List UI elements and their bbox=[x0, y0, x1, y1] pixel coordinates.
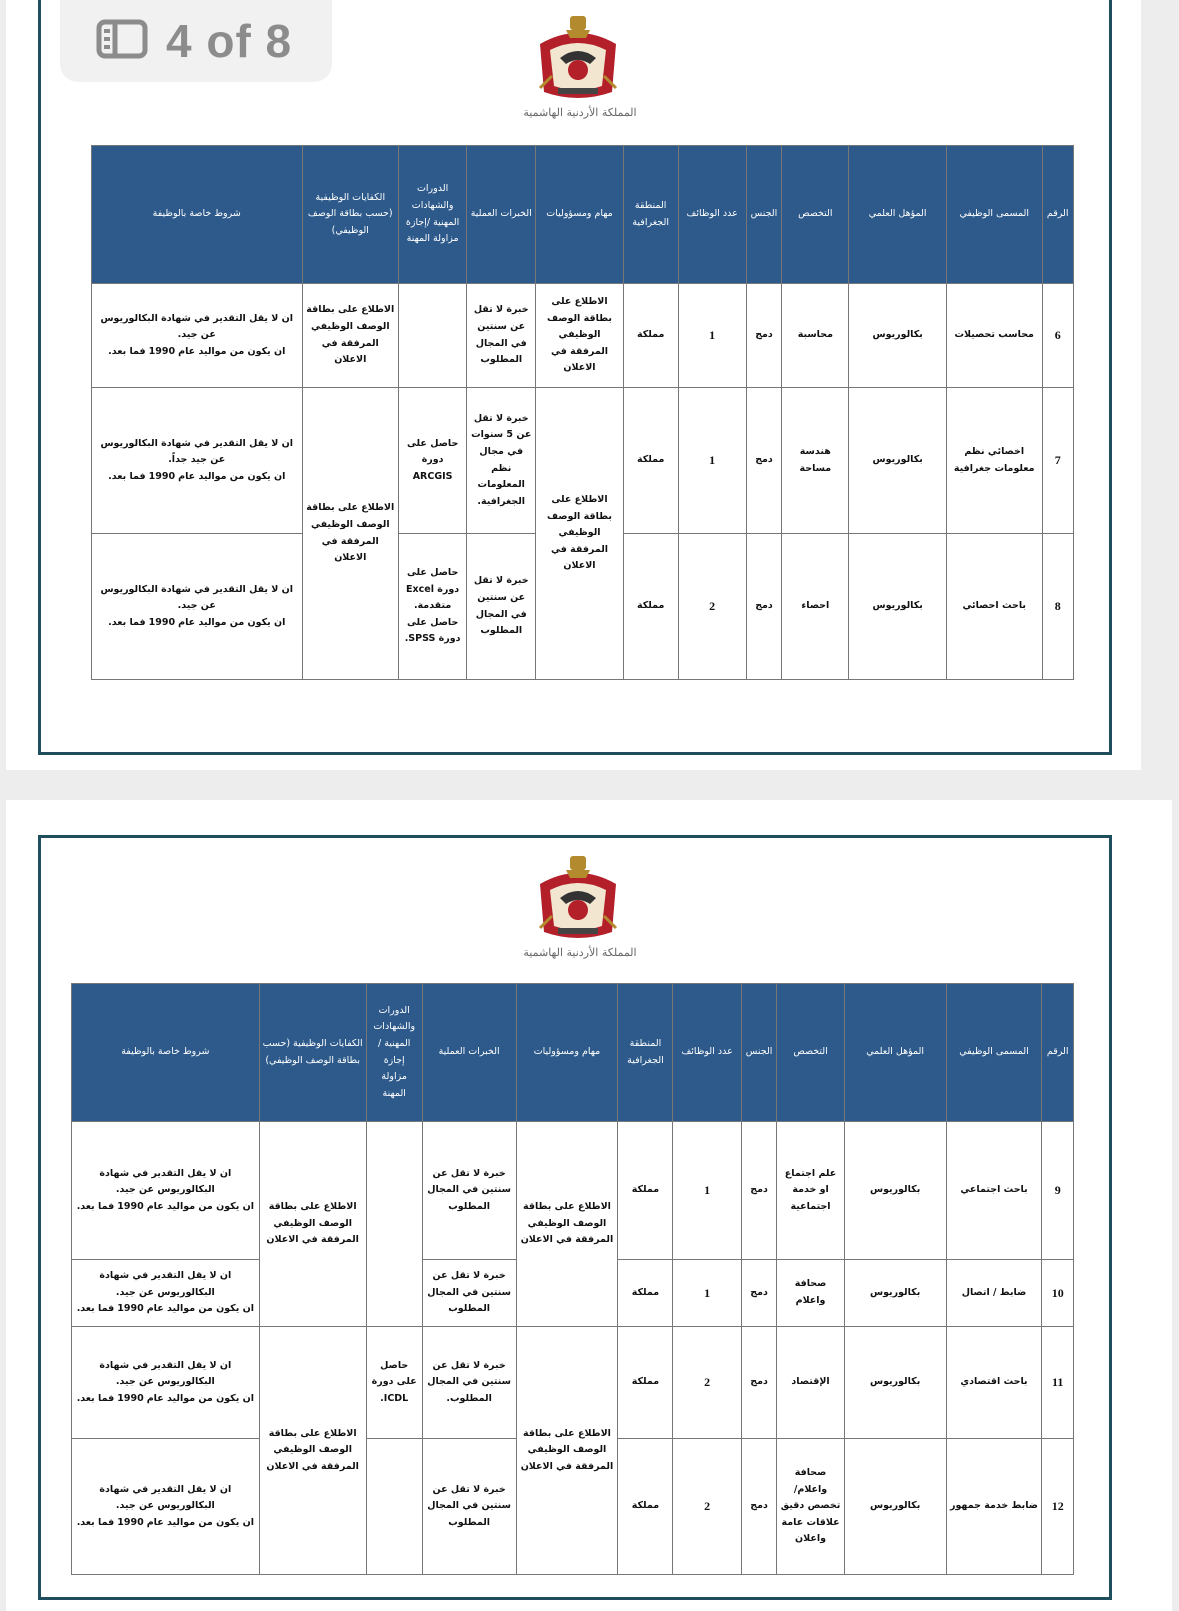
cell-experience: خبرة لا تقل عن سنتين في المجال المطلوب bbox=[467, 534, 536, 680]
cell-conditions: ان لا يقل التقدير في شهادة البكالوريوس عن جيد. ان يكون من مواليد عام 1990 فما بعد. bbox=[92, 534, 303, 680]
kingdom-caption: المملكة الأردنية الهاشمية bbox=[523, 946, 637, 959]
table-row bbox=[92, 284, 1074, 388]
cell-count: 1 bbox=[673, 1260, 741, 1327]
header-competencies: الكفايات الوظيفية (حسب بطاقة الوصف الوظيفي) bbox=[302, 146, 399, 284]
header-duties: مهام ومسؤوليات bbox=[536, 146, 623, 284]
cell-gender: دمج bbox=[741, 1439, 777, 1575]
cell-title: ضابط / اتصال bbox=[946, 1260, 1042, 1327]
cell-count: 2 bbox=[673, 1439, 741, 1575]
header-courses: الدورات والشهادات المهنية /إجازة مزاولة المهنة bbox=[366, 984, 422, 1122]
cell-experience: خبرة لا تقل عن سنتين في المجال المطلوب bbox=[422, 1260, 516, 1327]
cell-no: 11 bbox=[1042, 1327, 1074, 1439]
cell-title: باحث اقتصادي bbox=[946, 1327, 1042, 1439]
cell-competencies: الاطلاع على بطاقة الوصف الوظيفي المرفقة في الاعلان bbox=[302, 284, 399, 388]
cell-region: مملكة bbox=[618, 1327, 673, 1439]
cell-experience: خبرة لا تقل عن 5 سنوات في مجال نظم المعلومات الجغرافية. bbox=[467, 388, 536, 534]
cell-competencies-merged: الاطلاع على بطاقة الوصف الوظيفي المرفقة في الاعلان bbox=[259, 1327, 366, 1575]
cell-gender: دمج bbox=[741, 1327, 777, 1439]
cell-conditions: ان لا يقل التقدير في شهادة البكالوريوس عن جيد. ان يكون من مواليد عام 1990 فما بعد. bbox=[72, 1122, 260, 1260]
header-qualification: المؤهل العلمي bbox=[849, 146, 947, 284]
jobs-table-page-2 bbox=[71, 983, 1074, 1575]
cell-major: هندسة مساحة bbox=[782, 388, 849, 534]
cell-no: 7 bbox=[1042, 388, 1074, 534]
table-row bbox=[92, 388, 1074, 534]
header-region: المنطقة الجغرافية bbox=[618, 984, 673, 1122]
cell-experience: خبرة لا تقل عن سنتين في المجال المطلوب. bbox=[422, 1327, 516, 1439]
header-conditions: شروط خاصة بالوظيفة bbox=[92, 146, 303, 284]
header-conditions: شروط خاصة بالوظيفة bbox=[72, 984, 260, 1122]
cell-major: علم اجتماع او خدمة اجتماعية bbox=[777, 1122, 844, 1260]
cell-courses bbox=[366, 1439, 422, 1575]
cell-qualification: بكالوريوس bbox=[844, 1439, 946, 1575]
cell-region: مملكة bbox=[623, 388, 678, 534]
coat-of-arms-logo bbox=[530, 14, 626, 110]
cell-qualification: بكالوريوس bbox=[844, 1122, 946, 1260]
cell-competencies-merged: الاطلاع على بطاقة الوصف الوظيفي المرفقة في الاعلان bbox=[302, 388, 399, 680]
cell-no: 12 bbox=[1042, 1439, 1074, 1575]
header-gender: الجنس bbox=[741, 984, 777, 1122]
cell-count: 2 bbox=[673, 1327, 741, 1439]
cell-title: باحث احصائي bbox=[946, 534, 1042, 680]
cell-gender: دمج bbox=[746, 534, 782, 680]
cell-region: مملكة bbox=[623, 534, 678, 680]
page-indicator[interactable] bbox=[60, 0, 332, 82]
cell-qualification: بكالوريوس bbox=[849, 284, 947, 388]
cell-title: اخصائي نظم معلومات جغرافية bbox=[946, 388, 1042, 534]
cell-experience: خبرة لا تقل عن سنتين في المجال المطلوب bbox=[422, 1439, 516, 1575]
cell-gender: دمج bbox=[741, 1122, 777, 1260]
cell-conditions: ان لا يقل التقدير في شهادة البكالوريوس عن جيد. ان يكون من مواليد عام 1990 فما بعد. bbox=[72, 1439, 260, 1575]
cell-major: صحافة واعلام bbox=[777, 1260, 844, 1327]
cell-major: الإقتصاد bbox=[777, 1327, 844, 1439]
cell-count: 1 bbox=[678, 388, 746, 534]
table-row bbox=[72, 1122, 1074, 1260]
header-competencies: الكفايات الوظيفية (حسب بطاقة الوصف الوظيفي) bbox=[259, 984, 366, 1122]
header-title: المسمى الوظيفي bbox=[946, 146, 1042, 284]
cell-major: محاسبة bbox=[782, 284, 849, 388]
cell-courses: حاصل على دورة ARCGIS bbox=[399, 388, 467, 534]
cell-courses bbox=[399, 284, 467, 388]
header-region: المنطقة الجغرافية bbox=[623, 146, 678, 284]
cell-count: 2 bbox=[678, 534, 746, 680]
header-courses: الدورات والشهادات المهنية /إجازة مزاولة المهنة bbox=[399, 146, 467, 284]
page-indicator-text: 4 of 8 bbox=[166, 15, 293, 67]
header-major: التخصص bbox=[782, 146, 849, 284]
header-experience: الخبرات العملية bbox=[467, 146, 536, 284]
kingdom-caption: المملكة الأردنية الهاشمية bbox=[523, 106, 637, 119]
cell-major: صحافة واعلام/ تخصص دقيق علاقات عامة واعلان bbox=[777, 1439, 844, 1575]
cell-qualification: بكالوريوس bbox=[844, 1327, 946, 1439]
jobs-table-page-1 bbox=[91, 145, 1074, 680]
cell-conditions: ان لا يقل التقدير في شهادة البكالوريوس عن جيد. ان يكون من مواليد عام 1990 فما بعد. bbox=[72, 1327, 260, 1439]
sidebar-icon bbox=[96, 19, 148, 63]
header-no: الرقم bbox=[1042, 146, 1074, 284]
header-major: التخصص bbox=[777, 984, 844, 1122]
cell-courses bbox=[366, 1122, 422, 1327]
table-header-row bbox=[92, 146, 1074, 284]
cell-no: 9 bbox=[1042, 1122, 1074, 1260]
cell-count: 1 bbox=[678, 284, 746, 388]
cell-title: ضابط خدمة جمهور bbox=[946, 1439, 1042, 1575]
cell-experience: خبرة لا تقل عن سنتين في المجال المطلوب bbox=[467, 284, 536, 388]
cell-gender: دمج bbox=[741, 1260, 777, 1327]
cell-major: احصاء bbox=[782, 534, 849, 680]
header-count: عدد الوظائف bbox=[673, 984, 741, 1122]
cell-region: مملكة bbox=[618, 1260, 673, 1327]
cell-no: 8 bbox=[1042, 534, 1074, 680]
header-qualification: المؤهل العلمي bbox=[844, 984, 946, 1122]
cell-courses: حاصل على دورة Excel متقدمة. حاصل على دورة SPSS. bbox=[399, 534, 467, 680]
cell-qualification: بكالوريوس bbox=[849, 534, 947, 680]
cell-gender: دمج bbox=[746, 284, 782, 388]
header-gender: الجنس bbox=[746, 146, 782, 284]
cell-title: باحث اجتماعي bbox=[946, 1122, 1042, 1260]
header-duties: مهام ومسؤوليات bbox=[516, 984, 618, 1122]
table-row bbox=[72, 1327, 1074, 1439]
cell-competencies-merged: الاطلاع على بطاقة الوصف الوظيفي المرفقة في الاعلان bbox=[259, 1122, 366, 1327]
cell-duties-merged: الاطلاع على بطاقة الوصف الوظيفي المرفقة في الاعلان bbox=[536, 388, 623, 680]
cell-conditions: ان لا يقل التقدير في شهادة البكالوريوس عن جيد. ان يكون من مواليد عام 1990 فما بعد. bbox=[72, 1260, 260, 1327]
cell-no: 6 bbox=[1042, 284, 1074, 388]
cell-region: مملكة bbox=[618, 1439, 673, 1575]
cell-duties-merged: الاطلاع على بطاقة الوصف الوظيفي المرفقة في الاعلان bbox=[516, 1122, 618, 1327]
cell-duties: الاطلاع على بطاقة الوصف الوظيفي المرفقة في الاعلان bbox=[536, 284, 623, 388]
cell-gender: دمج bbox=[746, 388, 782, 534]
coat-of-arms-logo bbox=[530, 854, 626, 950]
header-title: المسمى الوظيفي bbox=[946, 984, 1042, 1122]
cell-region: مملكة bbox=[618, 1122, 673, 1260]
cell-no: 10 bbox=[1042, 1260, 1074, 1327]
cell-conditions: ان لا يقل التقدير في شهادة البكالوريوس عن جيد جداً. ان يكون من مواليد عام 1990 فما بعد. bbox=[92, 388, 303, 534]
cell-experience: خبرة لا تقل عن سنتين في المجال المطلوب bbox=[422, 1122, 516, 1260]
cell-qualification: بكالوريوس bbox=[844, 1260, 946, 1327]
header-count: عدد الوظائف bbox=[678, 146, 746, 284]
table-header-row bbox=[72, 984, 1074, 1122]
cell-count: 1 bbox=[673, 1122, 741, 1260]
cell-title: محاسب تحصيلات bbox=[946, 284, 1042, 388]
cell-conditions: ان لا يقل التقدير في شهادة البكالوريوس عن جيد. ان يكون من مواليد عام 1990 فما بعد. bbox=[92, 284, 303, 388]
header-no: الرقم bbox=[1042, 984, 1074, 1122]
header-experience: الخبرات العملية bbox=[422, 984, 516, 1122]
cell-courses: حاصل على دورة ICDL. bbox=[366, 1327, 422, 1439]
cell-region: مملكة bbox=[623, 284, 678, 388]
cell-duties-merged: الاطلاع على بطاقة الوصف الوظيفي المرفقة في الاعلان bbox=[516, 1327, 618, 1575]
cell-qualification: بكالوريوس bbox=[849, 388, 947, 534]
